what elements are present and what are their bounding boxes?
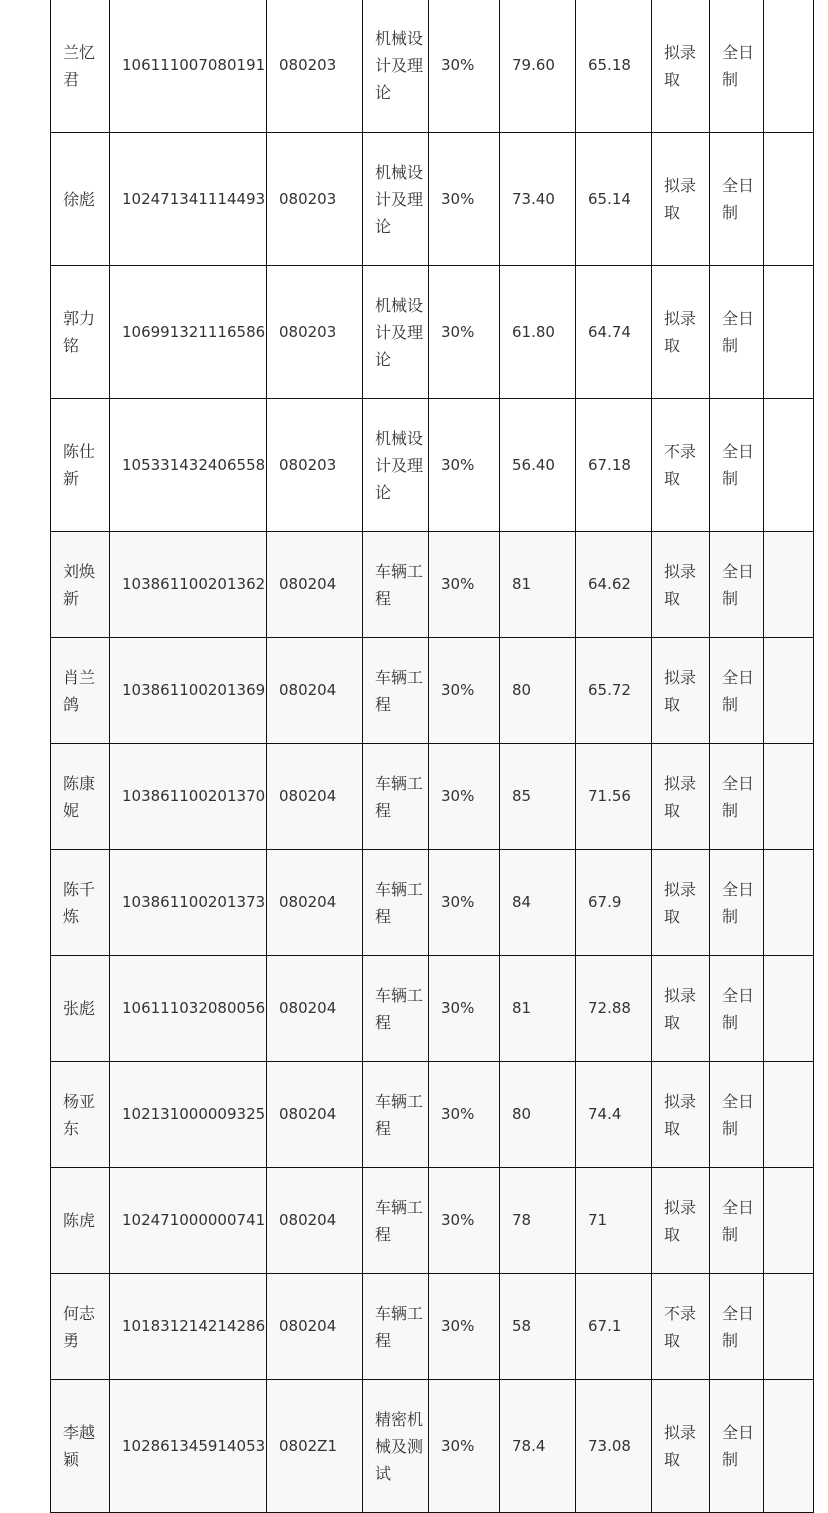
table-row <box>51 850 814 956</box>
table-row <box>51 133 814 266</box>
cell-score2: 67.9 <box>576 850 652 956</box>
cell-result: 拟录取 <box>652 532 710 638</box>
cell-mode: 全日制 <box>710 532 764 638</box>
cell-major: 车辆工程 <box>363 532 429 638</box>
cell-score1: 78 <box>500 1168 576 1274</box>
cell-score2: 71.56 <box>576 744 652 850</box>
cell-exam-id: 102471341114493 <box>110 133 267 266</box>
cell-ratio: 30% <box>429 1274 500 1380</box>
cell-result: 拟录取 <box>652 744 710 850</box>
cell-major: 车辆工程 <box>363 744 429 850</box>
cell-score2: 64.62 <box>576 532 652 638</box>
cell-result: 拟录取 <box>652 1062 710 1168</box>
cell-major: 车辆工程 <box>363 956 429 1062</box>
cell-result: 拟录取 <box>652 1168 710 1274</box>
cell-major: 精密机械及测试 <box>363 1380 429 1513</box>
admission-table <box>50 0 814 1513</box>
cell-mode: 全日制 <box>710 744 764 850</box>
cell-empty <box>764 744 814 850</box>
table-row <box>51 1062 814 1168</box>
cell-ratio: 30% <box>429 956 500 1062</box>
cell-empty <box>764 1274 814 1380</box>
cell-name: 杨亚东 <box>51 1062 110 1168</box>
cell-exam-id: 102861345914053 <box>110 1380 267 1513</box>
cell-name: 陈千炼 <box>51 850 110 956</box>
cell-code: 080204 <box>267 744 363 850</box>
cell-ratio: 30% <box>429 133 500 266</box>
cell-exam-id: 105331432406558 <box>110 399 267 532</box>
cell-exam-id: 106111032080056 <box>110 956 267 1062</box>
cell-exam-id: 103861100201369 <box>110 638 267 744</box>
cell-code: 080204 <box>267 638 363 744</box>
cell-mode: 全日制 <box>710 1062 764 1168</box>
cell-exam-id: 106111007080191 <box>110 0 267 133</box>
cell-major: 车辆工程 <box>363 850 429 956</box>
cell-score2: 65.14 <box>576 133 652 266</box>
table-row <box>51 1274 814 1380</box>
cell-result: 拟录取 <box>652 0 710 133</box>
cell-name: 陈康妮 <box>51 744 110 850</box>
cell-code: 080204 <box>267 956 363 1062</box>
cell-score2: 64.74 <box>576 266 652 399</box>
cell-score2: 73.08 <box>576 1380 652 1513</box>
table-row <box>51 638 814 744</box>
cell-ratio: 30% <box>429 850 500 956</box>
table-row <box>51 744 814 850</box>
cell-score2: 65.72 <box>576 638 652 744</box>
cell-score2: 74.4 <box>576 1062 652 1168</box>
cell-name: 兰忆君 <box>51 0 110 133</box>
cell-empty <box>764 638 814 744</box>
cell-code: 080204 <box>267 532 363 638</box>
table-row <box>51 1168 814 1274</box>
cell-score1: 80 <box>500 638 576 744</box>
cell-mode: 全日制 <box>710 266 764 399</box>
cell-code: 0802Z1 <box>267 1380 363 1513</box>
table-row <box>51 956 814 1062</box>
cell-mode: 全日制 <box>710 1168 764 1274</box>
cell-ratio: 30% <box>429 1062 500 1168</box>
cell-result: 拟录取 <box>652 266 710 399</box>
cell-result: 拟录取 <box>652 133 710 266</box>
cell-major: 机械设计及理论 <box>363 399 429 532</box>
cell-empty <box>764 399 814 532</box>
cell-major: 车辆工程 <box>363 1168 429 1274</box>
cell-result: 拟录取 <box>652 956 710 1062</box>
cell-score2: 67.18 <box>576 399 652 532</box>
cell-empty <box>764 956 814 1062</box>
cell-ratio: 30% <box>429 1168 500 1274</box>
cell-score1: 73.40 <box>500 133 576 266</box>
cell-name: 徐彪 <box>51 133 110 266</box>
cell-empty <box>764 1168 814 1274</box>
cell-code: 080203 <box>267 0 363 133</box>
cell-ratio: 30% <box>429 0 500 133</box>
table-row <box>51 399 814 532</box>
cell-score1: 85 <box>500 744 576 850</box>
cell-mode: 全日制 <box>710 0 764 133</box>
cell-empty <box>764 133 814 266</box>
cell-mode: 全日制 <box>710 956 764 1062</box>
cell-ratio: 30% <box>429 1380 500 1513</box>
cell-empty <box>764 850 814 956</box>
cell-score1: 84 <box>500 850 576 956</box>
cell-exam-id: 102471000000741 <box>110 1168 267 1274</box>
cell-score2: 71 <box>576 1168 652 1274</box>
cell-score1: 79.60 <box>500 0 576 133</box>
cell-empty <box>764 1380 814 1513</box>
cell-exam-id: 102131000009325 <box>110 1062 267 1168</box>
cell-name: 张彪 <box>51 956 110 1062</box>
cell-mode: 全日制 <box>710 638 764 744</box>
cell-code: 080204 <box>267 1168 363 1274</box>
cell-ratio: 30% <box>429 532 500 638</box>
cell-code: 080203 <box>267 266 363 399</box>
cell-empty <box>764 532 814 638</box>
cell-code: 080204 <box>267 850 363 956</box>
cell-score2: 65.18 <box>576 0 652 133</box>
cell-score1: 80 <box>500 1062 576 1168</box>
cell-ratio: 30% <box>429 638 500 744</box>
cell-name: 郭力铭 <box>51 266 110 399</box>
cell-score1: 56.40 <box>500 399 576 532</box>
cell-result: 拟录取 <box>652 1380 710 1513</box>
cell-result: 拟录取 <box>652 638 710 744</box>
cell-name: 李越颖 <box>51 1380 110 1513</box>
cell-score2: 72.88 <box>576 956 652 1062</box>
cell-mode: 全日制 <box>710 1274 764 1380</box>
cell-mode: 全日制 <box>710 133 764 266</box>
cell-exam-id: 103861100201370 <box>110 744 267 850</box>
cell-code: 080203 <box>267 133 363 266</box>
cell-exam-id: 106991321116586 <box>110 266 267 399</box>
cell-score2: 67.1 <box>576 1274 652 1380</box>
cell-result: 拟录取 <box>652 850 710 956</box>
cell-empty <box>764 0 814 133</box>
cell-code: 080204 <box>267 1274 363 1380</box>
cell-major: 车辆工程 <box>363 1274 429 1380</box>
table-row <box>51 266 814 399</box>
cell-score1: 81 <box>500 956 576 1062</box>
cell-code: 080204 <box>267 1062 363 1168</box>
cell-score1: 81 <box>500 532 576 638</box>
cell-result: 不录取 <box>652 1274 710 1380</box>
cell-score1: 58 <box>500 1274 576 1380</box>
cell-ratio: 30% <box>429 399 500 532</box>
cell-exam-id: 103861100201362 <box>110 532 267 638</box>
cell-name: 肖兰鸽 <box>51 638 110 744</box>
table-row <box>51 0 814 133</box>
cell-exam-id: 101831214214286 <box>110 1274 267 1380</box>
table-row <box>51 532 814 638</box>
cell-empty <box>764 266 814 399</box>
cell-ratio: 30% <box>429 744 500 850</box>
cell-result: 不录取 <box>652 399 710 532</box>
cell-empty <box>764 1062 814 1168</box>
cell-name: 刘焕新 <box>51 532 110 638</box>
cell-name: 陈仕新 <box>51 399 110 532</box>
cell-code: 080203 <box>267 399 363 532</box>
cell-score1: 61.80 <box>500 266 576 399</box>
cell-major: 机械设计及理论 <box>363 133 429 266</box>
cell-major: 机械设计及理论 <box>363 266 429 399</box>
cell-major: 机械设计及理论 <box>363 0 429 133</box>
cell-ratio: 30% <box>429 266 500 399</box>
cell-mode: 全日制 <box>710 850 764 956</box>
table-row <box>51 1380 814 1513</box>
cell-name: 陈虎 <box>51 1168 110 1274</box>
cell-name: 何志勇 <box>51 1274 110 1380</box>
cell-mode: 全日制 <box>710 399 764 532</box>
cell-score1: 78.4 <box>500 1380 576 1513</box>
cell-mode: 全日制 <box>710 1380 764 1513</box>
cell-major: 车辆工程 <box>363 1062 429 1168</box>
cell-major: 车辆工程 <box>363 638 429 744</box>
cell-exam-id: 103861100201373 <box>110 850 267 956</box>
